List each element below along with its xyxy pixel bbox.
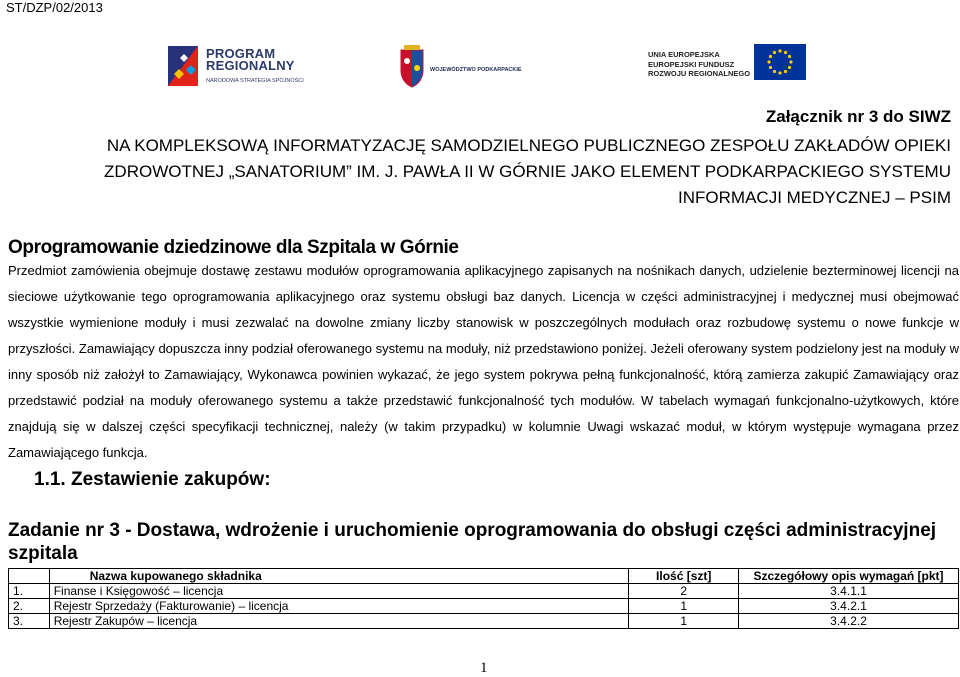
page-number: 1 [480,660,488,676]
row-number: 1. [9,584,50,599]
table-header-row [9,569,959,584]
row-spec: 3.4.2.2 [739,614,959,629]
row-spec: 3.4.2.1 [739,599,959,614]
program-regionalny-title: PROGRAM REGIONALNY [206,46,295,73]
row-name: Finanse i Księgowość – licencja [49,584,629,599]
table-row [9,584,959,599]
row-spec: 3.4.1.1 [739,584,959,599]
row-quantity: 2 [629,584,739,599]
eu-fund-name: UNIA EUROPEJSKA EUROPEJSKI FUNDUSZ ROZWOJU REGIONALNEGO [648,50,751,78]
eu-logo [648,42,808,92]
table-row [9,599,959,614]
col-quantity-header: Ilość [szt] [629,569,739,584]
purchase-table [8,568,959,629]
document-reference: ST/DZP/02/2013 [6,0,103,15]
program-regionalny-subtitle: NARODOWA STRATEGIA SPÓJNOŚCI [206,78,304,84]
project-title: NA KOMPLEKSOWĄ INFORMATYZACJĘ SAMODZIELNEGO PUBLICZNEGO ZESPOŁU ZAKŁADÓW OPIEKI ZDROWOTNEJ „SANATORIUM” IM. J. PAWŁA II W GÓRNIE JAKO ELEMENT PODKARPACKIEGO SYSTEMU INFORMACJI MEDYCZNEJ – PSIM [104,136,951,207]
col-spec-header: Szczegółowy opis wymagań [pkt] [739,569,959,584]
eu-flag-icon [754,44,806,80]
col-name-header: Nazwa kupowanego składnika [49,569,629,584]
coat-of-arms-icon [400,44,424,88]
table-row [9,614,959,629]
section-heading: Oprogramowanie dziedzinowe dla Szpitala w Górnie [8,237,459,258]
subsection-heading: 1.1. Zestawienie zakupów: [34,469,271,490]
logo-bar [0,36,960,96]
program-regionalny-logo [166,44,316,94]
col-number-header [9,569,50,584]
row-quantity: 1 [629,614,739,629]
annex-label: Załącznik nr 3 do SIWZ [765,107,951,126]
wojewodztwo-name: WOJEWÓDZTWO PODKARPACKIE [430,67,522,73]
program-regionalny-mark-icon [166,44,202,90]
row-name: Rejestr Zakupów – licencja [49,614,629,629]
task-heading: Zadanie nr 3 - Dostawa, wdrożenie i uruchomienie oprogramowania do obsługi części administracyjnej szpitala [8,520,937,564]
row-quantity: 1 [629,599,739,614]
row-number: 2. [9,599,50,614]
body-paragraph: Przedmiot zamówienia obejmuje dostawę zestawu modułów oprogramowania aplikacyjnego zapisanych na nośnikach danych, udzielenie bezterminowej licencji na sieciowe użytkowanie tego oprogramowania aplikacyjnego oraz systemu obsługi baz danych. Licencja w części administracyjnej i medycznej musi obejmować wszystkie wymienione moduły i musi zezwalać na dowolne zmiany liczby stanowisk w poszczególnych modułach oraz rozbudowę systemu o nowe funkcje w przyszłości. Zamawiający dopuszcza inny podział oferowanego systemu na moduły, niż przedstawiono poniżej. Jeżeli oferowany system podzielony jest na moduły w inny sposób niż założył to Zamawiający, Wykonawca powinien wykazać, że jego system pokrywa pełną funkcjonalność, którą zamierza zakupić Zamawiający oraz przedstawić podział na moduły oferowanego systemu a także przedstawić funkcjonalność tych modułów. W tabelach wymagań funkcjonalno-użytkowych, które znajdują się w dalszej części specyfikacji technicznej, należy (w takim przypadku) w kolumnie Uwagi wskazać moduł, w którym występuje wymagana przez Zamawiającego funkcja. [8,263,959,460]
row-number: 3. [9,614,50,629]
wojewodztwo-logo [400,44,560,90]
row-name: Rejestr Sprzedaży (Fakturowanie) – licencja [49,599,629,614]
